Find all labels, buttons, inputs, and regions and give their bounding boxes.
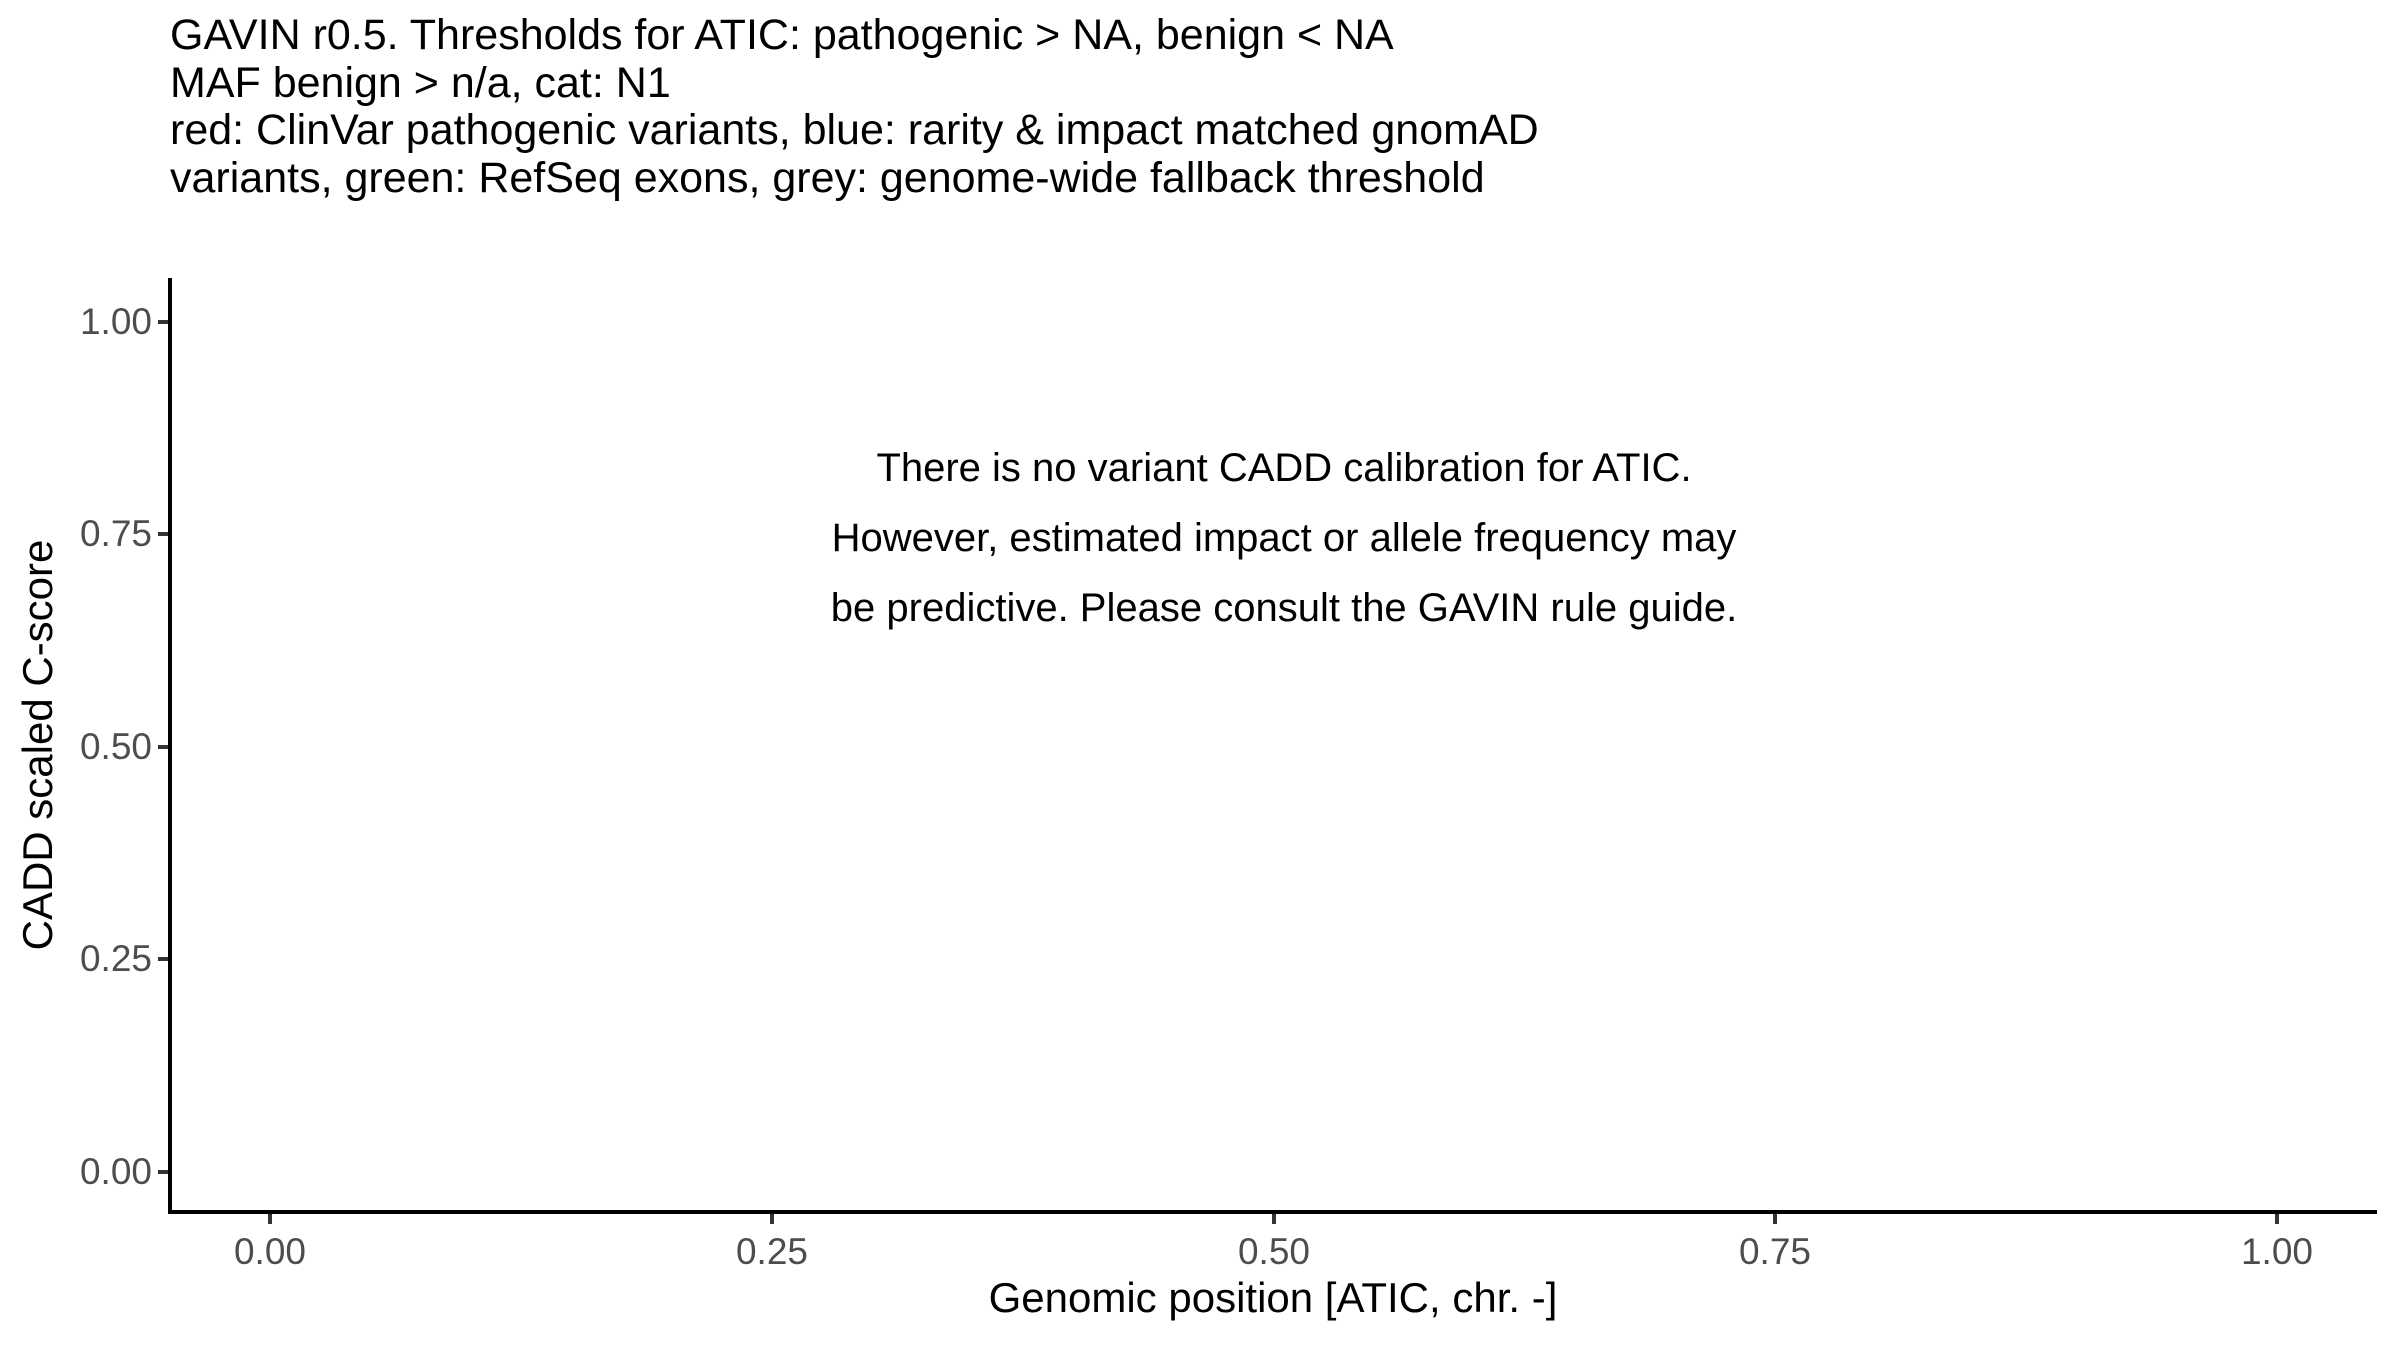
plot-title-line-2: MAF benign > n/a, cat: N1 <box>170 58 671 107</box>
y-axis-tick <box>158 532 168 536</box>
y-axis-tick <box>158 1170 168 1174</box>
x-axis-tick <box>268 1214 272 1224</box>
x-axis-tick-label: 0.25 <box>735 1231 808 1272</box>
y-axis-tick-label: 0.50 <box>79 726 152 767</box>
plot-title-line-3: red: ClinVar pathogenic variants, blue: rarity & impact matched gnomAD <box>170 106 1539 154</box>
x-axis-tick <box>770 1214 774 1224</box>
x-axis-tick-label: 1.00 <box>2240 1231 2313 1272</box>
plot-title-line-4: variants, green: RefSeq exons, grey: genome-wide fallback threshold <box>170 153 1485 202</box>
x-axis-tick <box>1773 1214 1777 1224</box>
plot-title <box>170 12 1539 202</box>
plot-title-line-1: GAVIN r0.5. Thresholds for ATIC: pathogenic > NA, benign < NA <box>170 11 1394 59</box>
x-axis-tick-label: 0.75 <box>1738 1231 1811 1272</box>
x-axis-tick-label: 0.50 <box>1237 1231 1310 1272</box>
x-axis-title: Genomic position [ATIC, chr. -] <box>988 1274 1558 1321</box>
y-axis-tick-label: 0.00 <box>79 1151 152 1192</box>
plot-panel <box>168 278 2377 1214</box>
y-axis-tick <box>158 320 168 324</box>
x-axis-tick <box>2275 1214 2279 1224</box>
y-axis-tick <box>158 957 168 961</box>
y-axis-tick-label: 0.75 <box>79 513 152 554</box>
annotation-line-1: There is no variant CADD calibration for ATIC. <box>876 446 1692 490</box>
annotation-line-3: be predictive. Please consult the GAVIN rule guide. <box>830 586 1738 630</box>
x-axis-tick-label: 0.00 <box>233 1231 306 1272</box>
y-axis-title: CADD scaled C-score <box>14 539 61 951</box>
x-axis-tick <box>1272 1214 1276 1224</box>
annotation-text <box>684 433 1884 643</box>
y-axis-tick-label: 0.25 <box>79 938 152 979</box>
annotation-line-2: However, estimated impact or allele frequency may <box>831 516 1737 560</box>
y-axis-tick-label: 1.00 <box>79 301 152 342</box>
y-axis-tick <box>158 745 168 749</box>
